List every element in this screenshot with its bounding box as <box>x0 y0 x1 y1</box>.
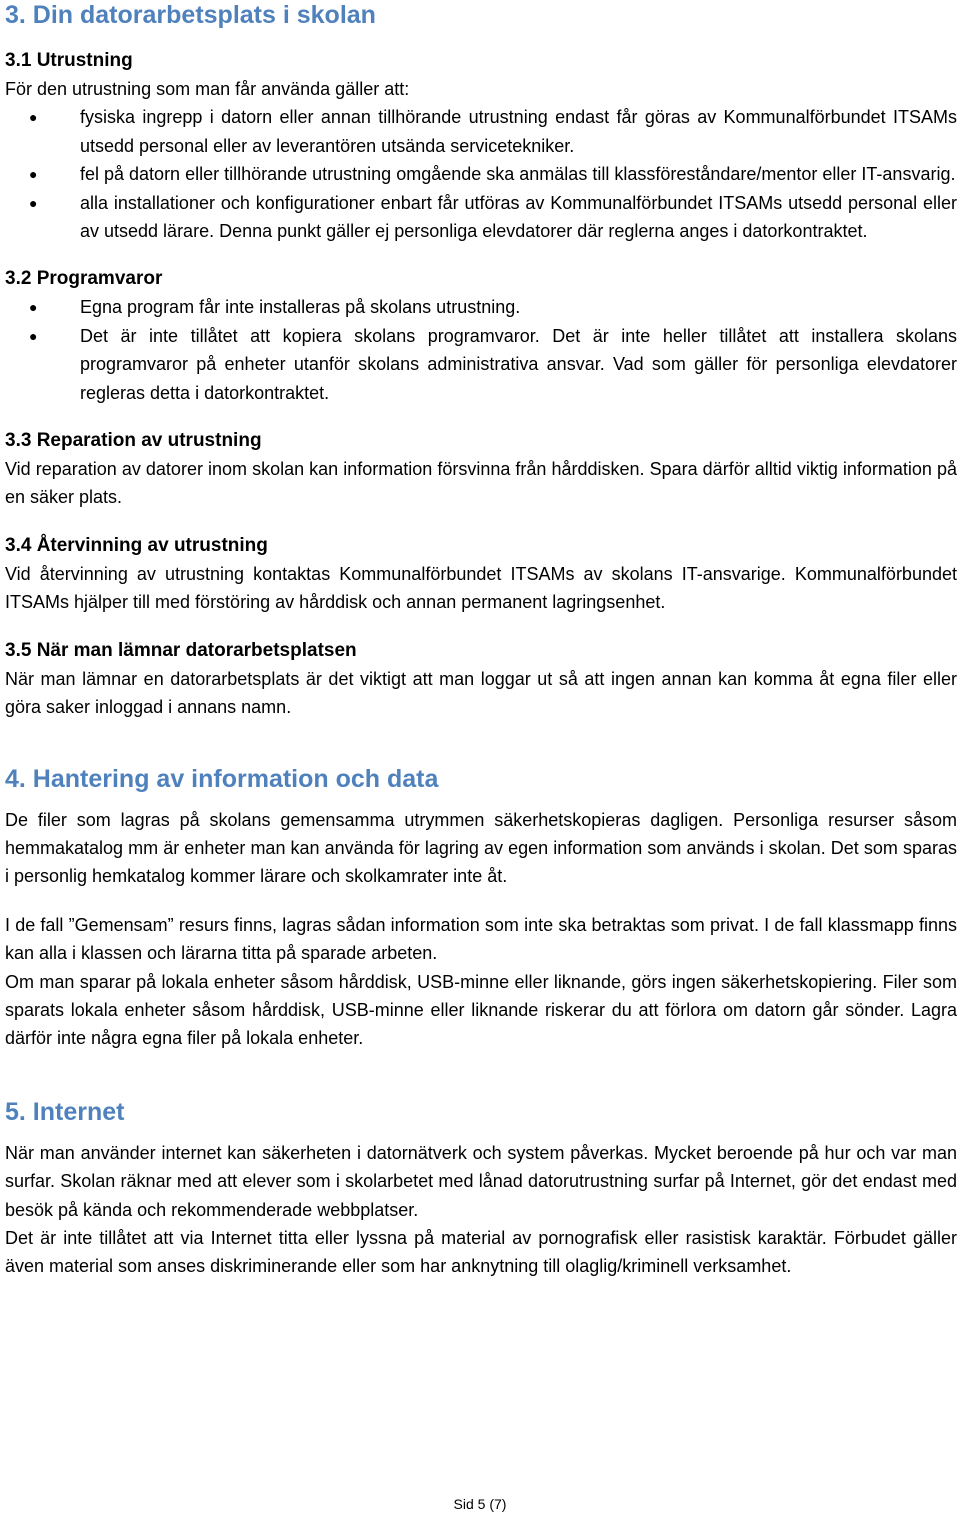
section-3-1-intro: För den utrustning som man får använda gäller att: <box>5 79 410 99</box>
bullet-icon: ● <box>29 166 38 183</box>
section-3-2-list <box>5 293 957 407</box>
section-3-3-heading: 3.3 Reparation av utrustning <box>5 430 262 452</box>
section-3-1-list <box>5 103 957 245</box>
document-page <box>5 0 957 1281</box>
bullet-icon: ● <box>29 194 38 211</box>
section-5-paragraph: När man använder internet kan säkerheten i datornätverk och system påverkas. Mycket beroende på hur och var man surfar. Skolan räknar med att elever som i skolarbetet med lånad datorutrustning surfar på Internet, gör det endast med besök på kända och rekommenderade webbplatser. <box>5 1142 957 1220</box>
list-item: ● Egna program får inte installeras på skolans utrustning. <box>5 293 957 321</box>
section-4-paragraph: De filer som lagras på skolans gemensamma utrymmen säkerhetskopieras dagligen. Personliga resurser såsom hemmakatalog mm är enheter man kan använda för lagring av egen information som används i skolan. Det som sparas i personlig hemkatalog kommer lärare och skolkamrater inte åt. <box>5 809 957 887</box>
list-item: ● fysiska ingrepp i datorn eller annan tillhörande utrustning endast får göras av Kommunalförbundet ITSAMs utsedd personal eller av leverantören utsända servicetekniker. <box>5 103 957 160</box>
page-number: Sid 5 (7) <box>453 1496 507 1512</box>
section-3-2-heading: 3.2 Programvaror <box>5 268 163 290</box>
list-item: ● alla installationer och konfigurationer enbart får utföras av Kommunalförbundet ITSAMs utsedd personal eller av utsedd lärare. Denna punkt gäller ej personliga elevdatorer där reglerna anges i datorkontraktet. <box>5 189 957 246</box>
bullet-icon: ● <box>29 109 38 126</box>
section-3-title: 3. Din datorarbetsplats i skolan <box>5 1 376 29</box>
section-3-3-text: Vid reparation av datorer inom skolan kan information försvinna från hårddisken. Spara därför alltid viktig information på en säker plats. <box>5 459 957 508</box>
bullet-icon: ● <box>29 327 38 344</box>
section-4-paragraph: I de fall ”Gemensam” resurs finns, lagras sådan information som inte ska betraktas som privat. I de fall klassmapp finns kan alla i klassen och lärarna titta på sparade arbeten. <box>5 914 957 964</box>
list-item: ● fel på datorn eller tillhörande utrustning omgående ska anmälas till klassföreståndare/mentor eller IT-ansvarig. <box>5 160 957 188</box>
section-5-title: 5. Internet <box>5 1097 125 1126</box>
section-4-title: 4. Hantering av information och data <box>5 764 439 793</box>
section-3-4-heading: 3.4 Återvinning av utrustning <box>5 534 268 556</box>
section-3-4-text: Vid återvinning av utrustning kontaktas Kommunalförbundet ITSAMs av skolans IT-ansvarige. Kommunalförbundet ITSAMs hjälper till med förstöring av hårddisk och annan permanent lagringsenhet. <box>5 563 957 613</box>
section-3-1-heading: 3.1 Utrustning <box>5 50 133 71</box>
section-3-5-text: När man lämnar en datorarbetsplats är det viktigt att man loggar ut så att ingen annan kan komma åt egna filer eller göra saker inloggad i annans namn. <box>5 668 957 718</box>
section-4-paragraph: Om man sparar på lokala enheter såsom hårddisk, USB-minne eller liknande, görs ingen säkerhetskopiering. Filer som sparats lokala enheter såsom hårddisk, USB-minne eller liknande riskerar du att förlora om datorn går sönder. Lagra därför inte några egna filer på lokala enheter. <box>5 971 957 1049</box>
bullet-icon: ● <box>29 299 38 316</box>
section-5-paragraph: Det är inte tillåtet att via Internet titta eller lyssna på material av pornografisk eller rasistisk karaktär. Förbudet gäller även material som anses diskriminerande eller som har anknytning till olaglig/kriminell verksamhet. <box>5 1227 957 1277</box>
list-item: ● Det är inte tillåtet att kopiera skolans programvaror. Det är inte heller tillåtet att installera skolans programvaror på enheter utanför skolans administrativa ansvar. Vad som gäller för personliga elevdatorer regleras detta i datorkontraktet. <box>5 322 957 407</box>
section-3-5-heading: 3.5 När man lämnar datorarbetsplatsen <box>5 639 357 661</box>
